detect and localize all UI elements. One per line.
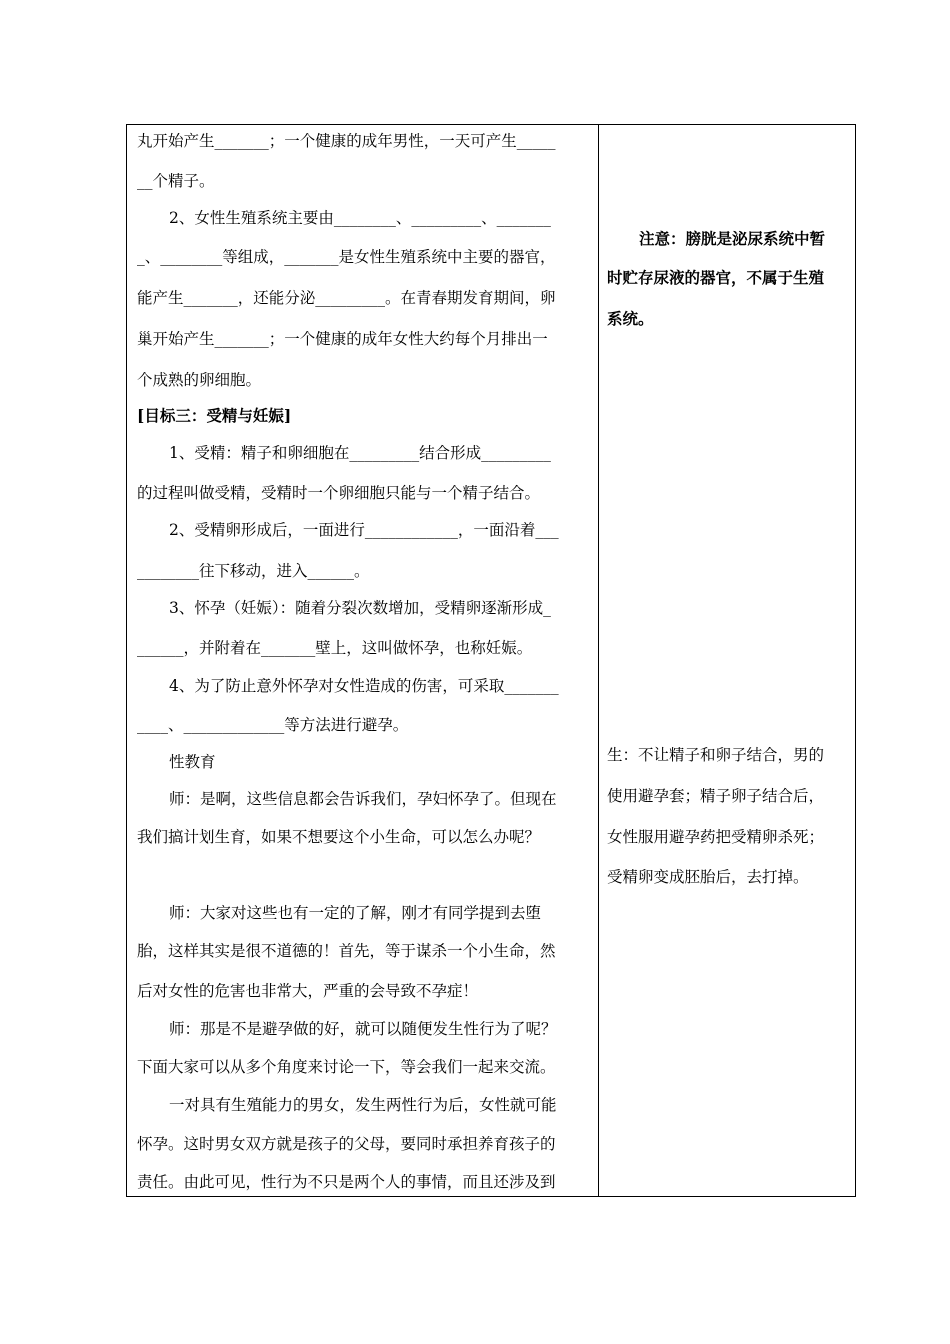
note-line: 系统。: [607, 309, 654, 328]
note-line: 时贮存尿液的器官，不属于生殖: [607, 268, 825, 287]
text-line: 我们搞计划生育，如果不想要这个小生命，可以怎么办呢？: [137, 828, 541, 846]
text-line: 下面大家可以从多个角度来讨论一下，等会我们一起来交流。: [137, 1058, 556, 1076]
text-line: 丸开始产生_______；一个健康的成年男性，一天可产生_____: [137, 132, 556, 150]
lesson-table: [126, 124, 856, 1197]
text-line: 一对具有生殖能力的男女，发生两性行为后，女性就可能: [169, 1096, 557, 1114]
text-line: 师：是啊，这些信息都会告诉我们，孕妇怀孕了。但现在: [169, 790, 557, 808]
text-line: 后对女性的危害也非常大，严重的会导致不孕症！: [137, 982, 479, 1000]
text-line: 4、为了防止意外怀孕对女性造成的伤害，可采取_______: [169, 677, 559, 695]
text-line: __个精子。: [137, 172, 215, 190]
text-line: 2、受精卵形成后，一面进行____________，一面沿着___: [169, 521, 559, 539]
text-line: 师：大家对这些也有一定的了解，刚才有同学提到去堕: [169, 904, 542, 922]
text-line: 能产生_______，还能分泌_________。在青春期发育期间，卵: [137, 289, 556, 307]
text-line: 师：那是不是避孕做的好，就可以随便发生性行为了呢？: [169, 1020, 557, 1038]
text-line: 胎，这样其实是很不道德的！首先，等于谋杀一个小生命，然: [137, 942, 556, 960]
text-line: 怀孕。这时男女双方就是孩子的父母，要同时承担养育孩子的: [137, 1135, 556, 1153]
text-line: _、________等组成，_______是女性生殖系统中主要的器官，: [137, 248, 556, 266]
student-answer-line: 女性服用避孕药把受精卵杀死；: [607, 828, 825, 846]
section-heading: [目标三：受精与妊娠]: [137, 406, 292, 425]
text-line: 性教育: [169, 753, 216, 771]
text-line: 巢开始产生_______；一个健康的成年女性大约每个月排出一: [137, 330, 548, 348]
text-line: 的过程叫做受精，受精时一个卵细胞只能与一个精子结合。: [137, 484, 541, 502]
notes-column: [599, 125, 855, 1196]
note-line: 注意：膀胱是泌尿系统中暂: [639, 229, 826, 248]
student-answer-line: 受精卵变成胚胎后，去打掉。: [607, 868, 809, 886]
text-line: ________往下移动，进入______。: [137, 562, 370, 580]
text-line: 2、女性生殖系统主要由________、_________、_______: [169, 209, 551, 227]
text-line: 1、受精：精子和卵细胞在_________结合形成_________: [169, 444, 551, 462]
student-answer-line: 使用避孕套；精子卵子结合后，: [607, 787, 825, 805]
student-answer-line: 生：不让精子和卵子结合，男的: [607, 746, 825, 764]
text-line: ______，并附着在_______壁上，这叫做怀孕，也称妊娠。: [137, 639, 533, 657]
main-content-column: [127, 125, 599, 1196]
text-line: ____、_____________等方法进行避孕。: [137, 716, 409, 734]
text-line: 个成熟的卵细胞。: [137, 371, 262, 389]
text-line: 3、怀孕（妊娠）：随着分裂次数增加，受精卵逐渐形成_: [169, 599, 551, 617]
text-line: 责任。由此可见，性行为不只是两个人的事情，而且还涉及到: [137, 1173, 556, 1191]
